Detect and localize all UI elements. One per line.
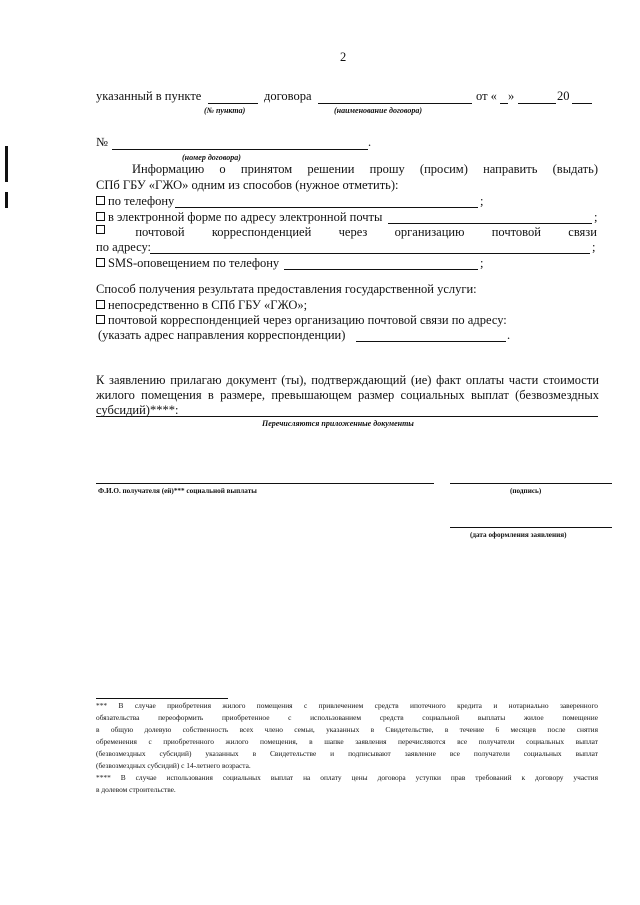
attachment-line-1: К заявлению прилагаю документ (ты), подтверждающий (ие) факт оплаты части стоимости: [96, 373, 599, 387]
contract-text: договора: [264, 89, 312, 103]
option-by-phone[interactable]: по телефону: [96, 194, 174, 209]
item-number-field[interactable]: [208, 103, 258, 104]
from-text: от «: [476, 89, 497, 103]
attachment-line-2: жилого помещения в размере, превышающем размер социальных выплат (безвозмездных: [96, 388, 599, 402]
option-email[interactable]: в электронной форме по адресу электронной почты: [96, 210, 382, 225]
contract-name-field[interactable]: [318, 103, 472, 104]
result-address-field[interactable]: [356, 341, 506, 342]
checkbox[interactable]: [96, 212, 105, 221]
attachments-field[interactable]: [96, 416, 598, 417]
info-request-line: Информацию о принятом решении прошу (просим) направить (выдать): [132, 162, 598, 176]
margin-mark: [5, 146, 8, 182]
checkbox[interactable]: [96, 315, 105, 324]
footnote-line: обязательства переоформить приобретенное с использованием средств социальной выплаты жилое помещение: [96, 713, 598, 722]
to-address-text: по адресу:: [96, 240, 152, 254]
page-number: 2: [340, 50, 347, 64]
footnote-line: в общую долевую собственность всех члено семьи, указанных в Свидетельстве, в течение 6 месяцев после снятия: [96, 725, 598, 734]
option-sms[interactable]: SMS-оповещением по телефону: [96, 256, 279, 271]
checkbox[interactable]: [96, 225, 105, 234]
email-field[interactable]: [388, 223, 592, 224]
month-field[interactable]: [518, 103, 556, 104]
phone-field[interactable]: [175, 207, 478, 208]
option-postal[interactable]: почтовой корреспонденцией через организацию почтовой связи: [96, 225, 597, 240]
specify-address-text: (указать адрес направления корреспонденции): [98, 328, 346, 342]
contract-name-hint: (наименование договора): [334, 106, 423, 115]
footnote-separator: [96, 698, 228, 699]
checkbox[interactable]: [96, 196, 105, 205]
contract-number-hint: (номер договора): [182, 153, 241, 162]
margin-mark: [5, 192, 8, 208]
sms-phone-field[interactable]: [284, 269, 478, 270]
year-prefix-text: 20: [557, 89, 570, 103]
footnote-line: **** В случае использования социальных выплат на оплату цены договора уступки прав требований к договору участия: [96, 773, 598, 782]
attachment-line-3: субсидий)****:: [96, 403, 179, 417]
specified-in-item-text: указанный в пункте: [96, 89, 202, 103]
info-request-line-2: СПб ГБУ «ГЖО» одним из способов (нужное отметить):: [96, 178, 399, 192]
footnote-line: *** В случае приобретения жилого помещения с привлечением средств ипотечного кредита и нотариально заверенного: [96, 701, 598, 710]
footnote-line: в долевом строительстве.: [96, 785, 176, 794]
year-field[interactable]: [572, 103, 592, 104]
footnote-line: обременения с приобретенного жилого помещения, в шапке заявления перечисляются все получатели социальных выплат: [96, 737, 598, 746]
footnote-line: (безвозмездных субсидий) с 14-летнего возраста.: [96, 761, 251, 770]
checkbox[interactable]: [96, 258, 105, 267]
date-label: (дата оформления заявления): [470, 531, 567, 539]
quote-close-text: »: [508, 89, 515, 103]
number-dot: .: [368, 135, 372, 149]
checkbox[interactable]: [96, 300, 105, 309]
item-number-hint: (№ пункта): [204, 106, 246, 115]
attachments-hint: Перечисляются приложенные документы: [262, 419, 414, 428]
option-direct[interactable]: непосредственно в СПб ГБУ «ГЖО»;: [96, 298, 307, 313]
option-postal-result[interactable]: почтовой корреспонденцией через организацию почтовой связи по адресу:: [96, 313, 507, 328]
number-sign: №: [96, 135, 108, 149]
day-field[interactable]: [500, 103, 508, 104]
result-heading: Способ получения результата предоставления государственной услуги:: [96, 282, 477, 296]
contract-number-field[interactable]: [112, 149, 368, 150]
postal-address-field[interactable]: [150, 253, 590, 254]
signature-field[interactable]: [450, 483, 612, 484]
footnote-line: (безвозмездных субсидий) указанных в Свидетельстве и подписывают заявление все получатели социальных выплат: [96, 749, 598, 758]
fio-field[interactable]: [96, 483, 434, 484]
date-field[interactable]: [450, 527, 612, 528]
signature-label: (подпись): [510, 487, 542, 495]
fio-label: Ф.И.О. получателя (ей)*** социальной выплаты: [98, 487, 257, 495]
